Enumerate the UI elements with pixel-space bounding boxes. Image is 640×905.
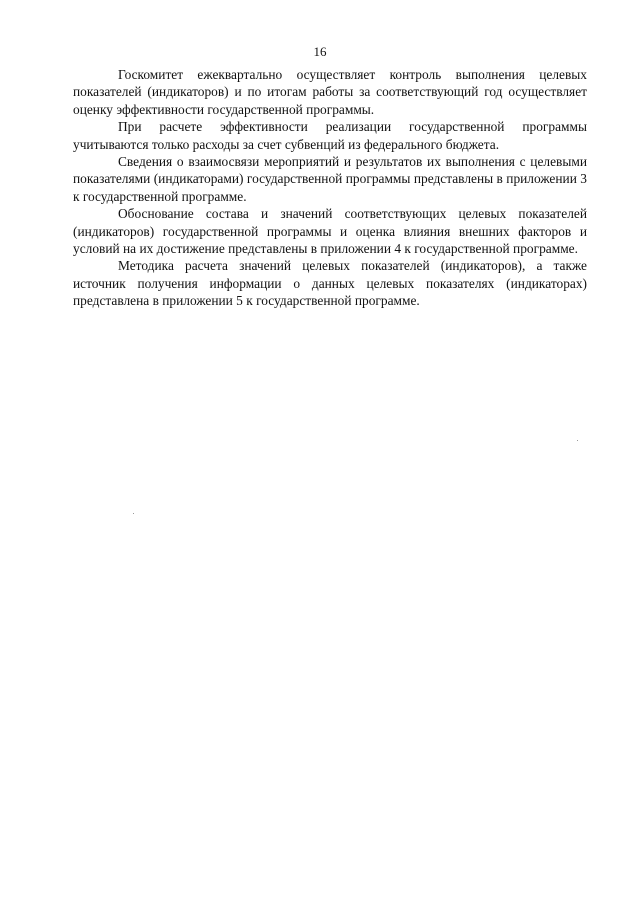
page-number: 16 [313, 44, 327, 59]
paragraph-efficiency-calculation: При расчете эффективности реализации государственной программы учитываются только расходы за счет субвенций из федерального бюджета. [73, 119, 587, 152]
paragraph-appendix-5: Методика расчета значений целевых показателей (индикаторов), а также источник получения информации о данных целевых показателях (индикаторах) представлена в приложении 5 к государственной программе. [73, 258, 587, 309]
document-body [73, 66, 587, 310]
scan-speck [577, 440, 578, 441]
scan-speck [133, 513, 134, 514]
paragraph-appendix-3: Сведения о взаимосвязи мероприятий и результатов их выполнения с целевыми показателями (индикаторами) государственной программы представлены в приложении 3 к государственной программе. [73, 154, 587, 204]
paragraph-monitoring: Госкомитет ежеквартально осуществляет контроль выполнения целевых показателей (индикаторов) и по итогам работы за соответствующий год осуществляет оценку эффективности государственной программы. [73, 67, 587, 117]
paragraph-appendix-4: Обоснование состава и значений соответствующих целевых показателей (индикаторов) государственной программы и оценка влияния внешних факторов и условий на их достижение представлены в приложении 4 к государственной программе. [73, 206, 587, 257]
